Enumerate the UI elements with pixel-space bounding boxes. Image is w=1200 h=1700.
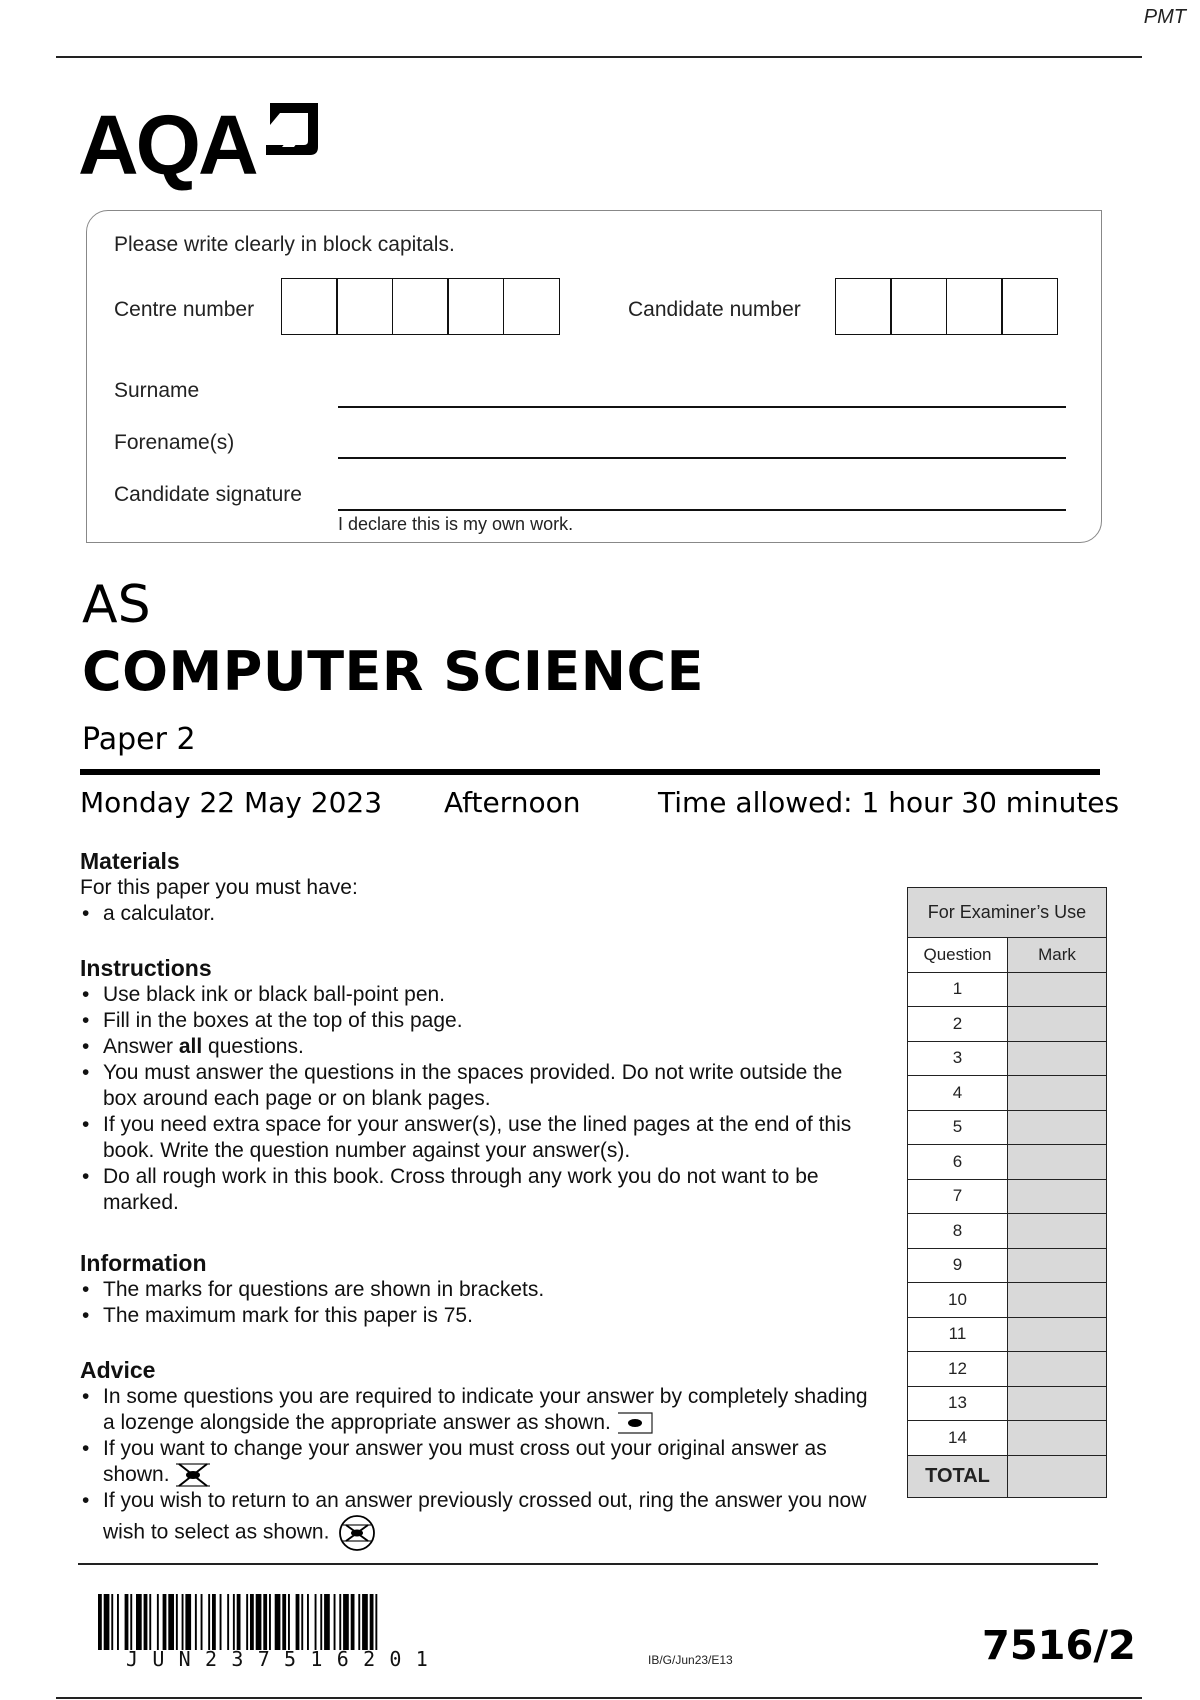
block-capitals-instruction: Please write clearly in block capitals. <box>114 233 455 256</box>
paper-code: 7516/2 <box>982 1623 1136 1669</box>
instruction-item: • If you need extra space for your answer(s), use the lined pages at the end of this book. Write the question number against your answer(s). <box>80 1112 880 1164</box>
mark-cell[interactable] <box>1008 1214 1107 1249</box>
exam-date: Monday 22 May 2023 <box>80 786 383 819</box>
shaded-lozenge-icon <box>617 1412 653 1434</box>
centre-number-box[interactable] <box>447 278 504 335</box>
question-number: 4 <box>908 1076 1008 1111</box>
question-number: 1 <box>908 972 1008 1007</box>
centre-number-label: Centre number <box>114 298 255 321</box>
total-label: TOTAL <box>908 1455 1008 1497</box>
logo-text: AQA <box>78 98 256 192</box>
question-number: 7 <box>908 1179 1008 1214</box>
surname-line[interactable] <box>338 406 1066 408</box>
barcode-icon <box>98 1594 481 1650</box>
ringed-lozenge-icon <box>335 1514 379 1552</box>
top-rule <box>56 56 1142 58</box>
mark-column-header: Mark <box>1008 938 1107 973</box>
instruction-item: • You must answer the questions in the spaces provided. Do not write outside the box around each page or on blank pages. <box>80 1060 880 1112</box>
question-number: 5 <box>908 1110 1008 1145</box>
instruction-item: • Do all rough work in this book. Cross through any work you do not want to be marked. <box>80 1164 880 1216</box>
examiner-heading: For Examiner’s Use <box>908 888 1107 938</box>
mark-cell[interactable] <box>1008 1041 1107 1076</box>
materials-section <box>80 848 880 927</box>
mark-cell[interactable] <box>1008 1386 1107 1421</box>
question-column-header: Question <box>908 938 1008 973</box>
question-number: 10 <box>908 1283 1008 1318</box>
materials-heading: Materials <box>80 848 180 874</box>
mark-cell[interactable] <box>1008 1007 1107 1042</box>
candidate-number-label: Candidate number <box>628 298 801 321</box>
barcode-text: JUN237516201 <box>126 1647 443 1671</box>
answer-prefix: Answer <box>103 1035 179 1058</box>
total-mark-cell[interactable] <box>1008 1455 1107 1497</box>
mark-cell[interactable] <box>1008 1076 1107 1111</box>
question-number: 12 <box>908 1352 1008 1387</box>
logo-mark-icon <box>264 101 320 157</box>
candidate-number-box[interactable] <box>1001 278 1058 335</box>
question-number: 6 <box>908 1145 1008 1180</box>
question-number: 3 <box>908 1041 1008 1076</box>
advice-text: If you wish to return to an answer previously crossed out, ring the answer you now wish to select as shown. <box>103 1489 867 1544</box>
candidate-number-box[interactable] <box>890 278 947 335</box>
candidate-number-box[interactable] <box>946 278 1003 335</box>
reference-code: IB/G/Jun23/E13 <box>648 1653 733 1667</box>
question-number: 8 <box>908 1214 1008 1249</box>
centre-number-boxes[interactable] <box>282 278 560 335</box>
question-number: 13 <box>908 1386 1008 1421</box>
information-item: • The maximum mark for this paper is 75. <box>80 1303 880 1329</box>
mark-cell[interactable] <box>1008 1145 1107 1180</box>
title-rule <box>80 769 1100 775</box>
information-heading: Information <box>80 1250 207 1276</box>
surname-label: Surname <box>114 379 200 402</box>
instructions-heading: Instructions <box>80 955 212 981</box>
candidate-number-boxes[interactable] <box>836 278 1058 335</box>
answer-bold: all <box>178 1035 203 1058</box>
advice-text: If you want to change your answer you must cross out your original answer as shown. <box>103 1437 827 1486</box>
mark-cell[interactable] <box>1008 1421 1107 1456</box>
time-allowed: Time allowed: 1 hour 30 minutes <box>658 786 1120 819</box>
signature-line[interactable] <box>338 509 1066 511</box>
question-number: 14 <box>908 1421 1008 1456</box>
materials-item: • a calculator. <box>80 901 880 927</box>
materials-intro: For this paper you must have: <box>80 876 358 899</box>
advice-item <box>80 1488 880 1552</box>
question-number: 9 <box>908 1248 1008 1283</box>
question-number: 2 <box>908 1007 1008 1042</box>
exam-subject: COMPUTER SCIENCE <box>82 640 705 703</box>
exam-paper: Paper 2 <box>82 722 196 757</box>
question-number: 11 <box>908 1317 1008 1352</box>
advice-section <box>80 1357 880 1552</box>
advice-text: In some questions you are required to indicate your answer by completely shading a lozenge alongside the appropriate answer as shown. <box>103 1385 868 1434</box>
information-section <box>80 1250 880 1329</box>
advice-item <box>80 1384 880 1436</box>
mark-cell[interactable] <box>1008 1179 1107 1214</box>
bottom-rule <box>56 1697 1142 1699</box>
mark-cell[interactable] <box>1008 972 1107 1007</box>
exam-level: AS <box>82 575 151 635</box>
exam-session: Afternoon <box>444 786 581 819</box>
forenames-line[interactable] <box>338 457 1066 459</box>
signature-label: Candidate signature <box>114 483 302 506</box>
aqa-logo <box>78 92 320 192</box>
examiner-use-table <box>907 887 1107 1498</box>
centre-number-box[interactable] <box>336 278 393 335</box>
mark-cell[interactable] <box>1008 1352 1107 1387</box>
mark-cell[interactable] <box>1008 1248 1107 1283</box>
instructions-section <box>80 955 880 1216</box>
advice-heading: Advice <box>80 1357 156 1383</box>
centre-number-box[interactable] <box>503 278 560 335</box>
candidate-details-box <box>86 210 1102 543</box>
instruction-item-answer-all <box>80 1034 880 1060</box>
footer-rule <box>78 1563 1098 1565</box>
centre-number-box[interactable] <box>281 278 338 335</box>
corner-tag: PMT <box>1143 6 1186 28</box>
mark-cell[interactable] <box>1008 1283 1107 1318</box>
crossed-lozenge-icon <box>175 1462 211 1488</box>
mark-cell[interactable] <box>1008 1317 1107 1352</box>
forenames-label: Forename(s) <box>114 431 235 454</box>
centre-number-box[interactable] <box>392 278 449 335</box>
mark-cell[interactable] <box>1008 1110 1107 1145</box>
candidate-number-box[interactable] <box>835 278 892 335</box>
instruction-item: • Fill in the boxes at the top of this page. <box>80 1008 880 1034</box>
declaration-text: I declare this is my own work. <box>338 514 574 534</box>
answer-suffix: questions. <box>202 1035 304 1058</box>
instruction-item: • Use black ink or black ball-point pen. <box>80 982 880 1008</box>
information-item: • The marks for questions are shown in brackets. <box>80 1277 880 1303</box>
advice-item <box>80 1436 880 1488</box>
